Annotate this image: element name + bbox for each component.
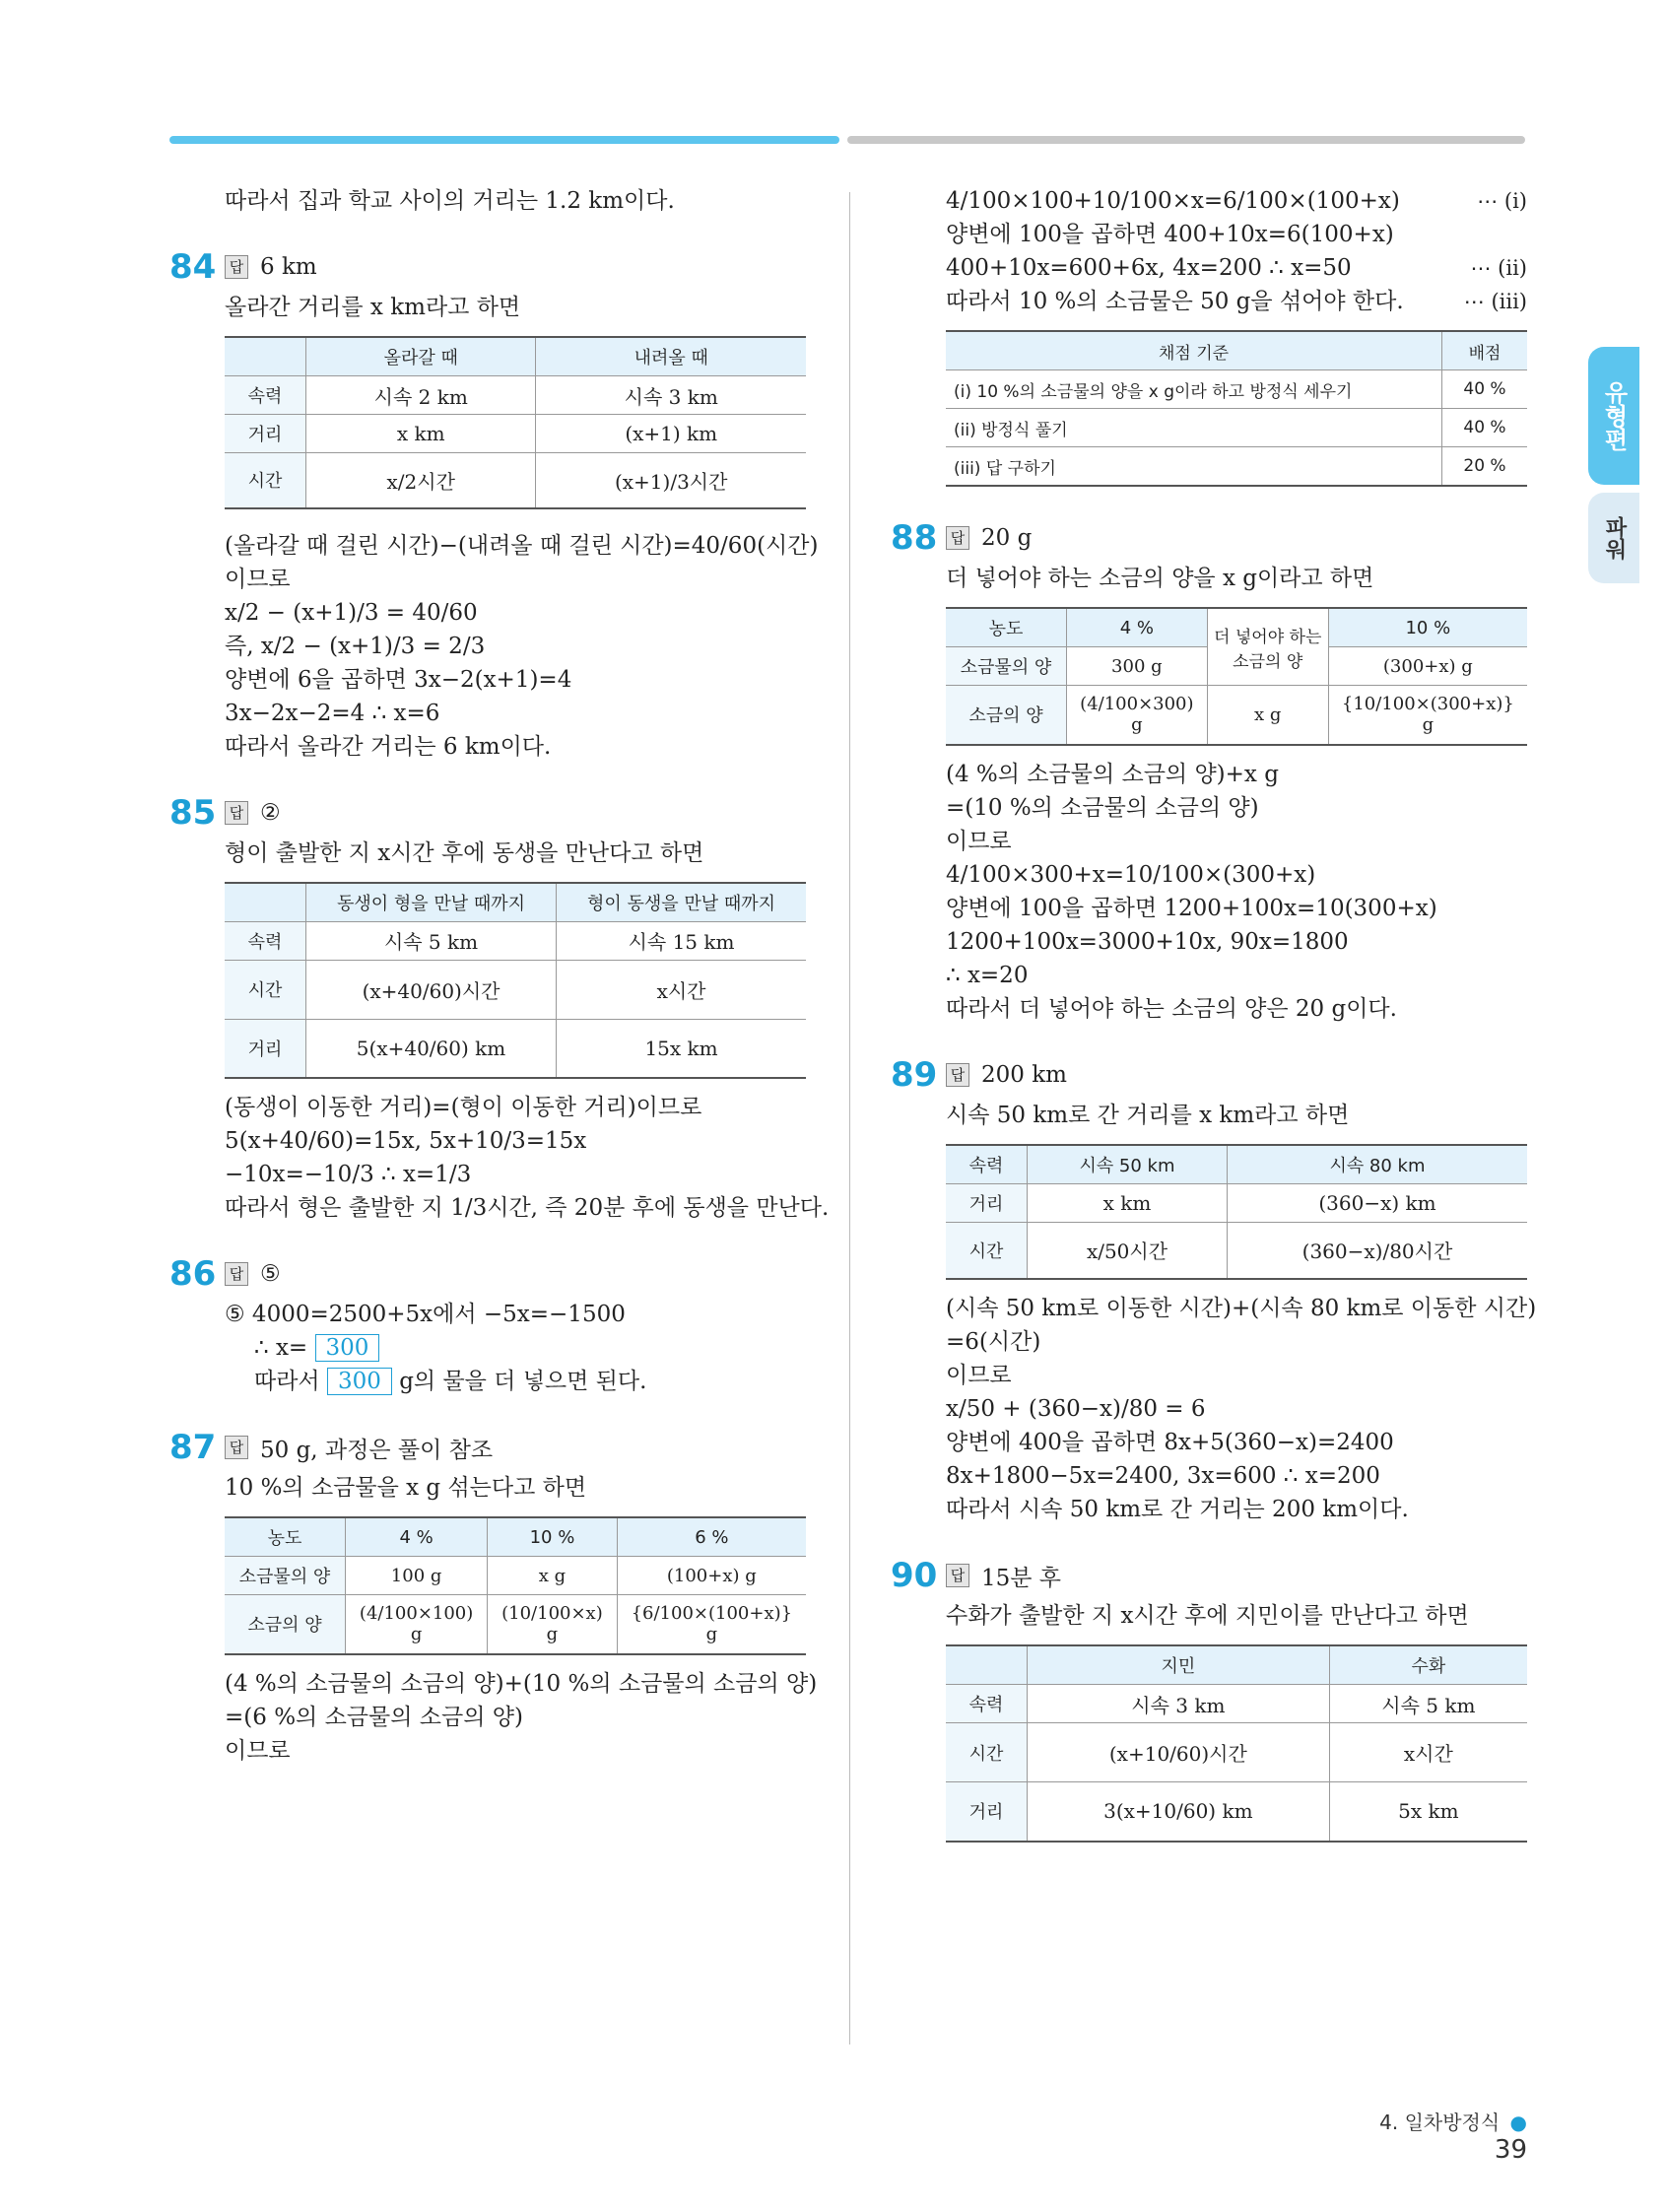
chapter-title: 4. 일차방정식 xyxy=(1379,2111,1501,2134)
solution-line: 이므로 xyxy=(946,1363,1012,1388)
answer-text: 20 g xyxy=(981,525,1033,551)
table-header: 4 % xyxy=(346,1517,488,1557)
table-header: 내려올 때 xyxy=(536,337,806,376)
table-header: 더 넣어야 하는 소금의 양 xyxy=(1207,608,1328,686)
solution-line xyxy=(225,1367,806,1396)
table-cell: x시간 xyxy=(1329,1723,1527,1782)
solution-line: 양변에 100을 곱하면 400+10x=6(100+x) xyxy=(946,222,1394,247)
table-cell: 15x km xyxy=(557,1019,806,1078)
solution-line: 1200+100x=3000+10x, 90x=1800 xyxy=(946,928,1349,955)
row-label: 거리 xyxy=(946,1782,1028,1842)
problem-89-header xyxy=(891,1053,1527,1097)
answer-text: 200 km xyxy=(981,1061,1067,1088)
problem-number: 85 xyxy=(169,792,217,833)
table-cell: 시속 5 km xyxy=(1329,1685,1527,1723)
solution-line: 이므로 xyxy=(946,828,1012,854)
solution-line: (올라갈 때 걸린 시간)−(내려올 때 걸린 시간)=40/60(시간) xyxy=(225,532,819,559)
points: 40 % xyxy=(1442,370,1528,409)
side-tab-main[interactable]: 유형편 xyxy=(1588,347,1639,485)
solution-line: 3x−2x−2=4 ∴ x=6 xyxy=(225,700,440,726)
table-header: 시속 80 km xyxy=(1227,1145,1527,1184)
side-tab-sub[interactable]: 파워 xyxy=(1588,493,1639,583)
table-cell: (x+1) km xyxy=(536,415,806,453)
table-cell: x km xyxy=(306,415,536,453)
solution-line: 이므로 xyxy=(225,1737,291,1764)
table-header: 농도 xyxy=(225,1517,346,1557)
answer-text: 6 km xyxy=(260,254,317,280)
solution-line: 따라서 시속 50 km로 간 거리는 200 km이다. xyxy=(946,1497,1409,1522)
solution-line: =(10 %의 소금물의 소금의 양) xyxy=(946,794,1259,821)
table-cell: 100 g xyxy=(346,1557,488,1595)
table-header: 배점 xyxy=(1442,331,1528,370)
answer-text: ② xyxy=(260,799,281,826)
solution-line xyxy=(946,186,1527,216)
solution-line: 따라서 더 넣어야 하는 소금의 양은 20 g이다. xyxy=(946,995,1397,1022)
table-cell: 시속 3 km xyxy=(1028,1685,1330,1723)
solution-line: (4 %의 소금물의 소금의 양)+(10 %의 소금물의 소금의 양) xyxy=(225,1670,818,1697)
problem-90-header xyxy=(891,1554,1527,1597)
problem-86-header xyxy=(169,1252,806,1296)
row-label: 소금의 양 xyxy=(225,1595,346,1654)
equation: 400+10x=600+6x, 4x=200 ∴ x=50 xyxy=(946,255,1352,281)
answer-badge: 답 xyxy=(225,801,248,825)
step-marker: ⋯ (ii) xyxy=(1470,256,1527,280)
page-number: 39 xyxy=(1494,2135,1527,2165)
problem-number: 88 xyxy=(891,518,938,558)
table-89 xyxy=(946,1144,1527,1281)
setup-line: 수화가 출발한 지 x시간 후에 지민이를 만난다고 하면 xyxy=(946,1603,1469,1629)
answer-text: 15분 후 xyxy=(981,1565,1062,1591)
table-cell: (4/100×100) g xyxy=(346,1595,488,1654)
problem-number: 89 xyxy=(891,1054,938,1095)
table-header: 동생이 형을 만날 때까지 xyxy=(306,883,557,922)
problem-85-header xyxy=(169,791,806,835)
row-label: 시간 xyxy=(225,453,306,508)
equation: 따라서 10 %의 소금물은 50 g을 섞어야 한다. xyxy=(946,289,1404,314)
table-cell: x g xyxy=(1207,686,1328,745)
solution-line: 따라서 올라간 거리는 6 km이다. xyxy=(225,733,552,760)
table-cell: x시간 xyxy=(557,960,806,1019)
solution-line: 5(x+40/60)=15x, 5x+10/3=15x xyxy=(225,1128,587,1154)
points: 40 % xyxy=(1442,409,1528,447)
answer-badge: 답 xyxy=(225,255,248,279)
solution-line: (동생이 이동한 거리)=(형이 이동한 거리)이므로 xyxy=(225,1095,702,1120)
answer-badge: 답 xyxy=(225,1436,248,1459)
solution-line: 즉, x/2 − (x+1)/3 = 2/3 xyxy=(225,633,486,659)
table-cell: 시속 3 km xyxy=(536,376,806,415)
row-label: 거리 xyxy=(225,1019,306,1078)
table-header: 시속 50 km xyxy=(1028,1145,1228,1184)
solution-line: 양변에 100을 곱하면 1200+100x=10(300+x) xyxy=(946,895,1437,921)
problem-88-header xyxy=(891,516,1527,560)
row-label: 속력 xyxy=(946,1685,1028,1723)
solution-line: =(6 %의 소금물의 소금의 양) xyxy=(225,1704,523,1730)
table-cell: 5x km xyxy=(1329,1782,1527,1842)
solution-line xyxy=(946,253,1527,283)
table-cell: (100+x) g xyxy=(617,1557,806,1595)
row-label: 소금물의 양 xyxy=(946,647,1067,686)
table-cell: {10/100×(300+x)} g xyxy=(1328,686,1527,745)
table-cell: x g xyxy=(488,1557,617,1595)
criterion: (iii) 답 구하기 xyxy=(946,447,1442,487)
table-90 xyxy=(946,1644,1527,1843)
table-cell: x/50시간 xyxy=(1028,1222,1228,1279)
row-label: 시간 xyxy=(946,1723,1028,1782)
solution-line: 8x+1800−5x=2400, 3x=600 ∴ x=200 xyxy=(946,1463,1380,1489)
problem-number: 87 xyxy=(169,1428,217,1467)
table-header: 수화 xyxy=(1329,1645,1527,1685)
table-cell: 5(x+40/60) km xyxy=(306,1019,557,1078)
table-87 xyxy=(225,1516,806,1655)
answer-box: 300 xyxy=(327,1368,392,1395)
row-label: 거리 xyxy=(946,1183,1028,1222)
table-cell: x/2시간 xyxy=(306,453,536,508)
solution-line: 양변에 400을 곱하면 8x+5(360−x)=2400 xyxy=(946,1430,1394,1455)
table-84 xyxy=(225,336,806,509)
solution-line xyxy=(946,287,1527,316)
row-label: 소금의 양 xyxy=(946,686,1067,745)
solution-line: (시속 50 km로 이동한 시간)+(시속 80 km로 이동한 시간) xyxy=(946,1296,1537,1321)
solution-line: =6(시간) xyxy=(946,1329,1041,1355)
table-cell: x km xyxy=(1028,1183,1228,1222)
table-header: 4 % xyxy=(1067,608,1208,647)
solution-line: 4/100×300+x=10/100×(300+x) xyxy=(946,861,1316,888)
table-cell: {6/100×(100+x)} g xyxy=(617,1595,806,1654)
table-cell: (10/100×x) g xyxy=(488,1595,617,1654)
intro-line: 따라서 집과 학교 사이의 거리는 1.2 km이다. xyxy=(225,188,675,214)
table-88 xyxy=(946,607,1527,746)
solution-line: −10x=−10/3 ∴ x=1/3 xyxy=(225,1162,472,1187)
points: 20 % xyxy=(1442,447,1528,487)
solution-line: 양변에 6을 곱하면 3x−2(x+1)=4 xyxy=(225,666,572,693)
left-column xyxy=(169,182,830,1770)
table-cell: 시속 5 km xyxy=(306,921,557,960)
table-cell: (360−x)/80시간 xyxy=(1227,1222,1527,1279)
row-label: 속력 xyxy=(225,921,306,960)
problem-87-header xyxy=(169,1426,806,1469)
table-header: 지민 xyxy=(1028,1645,1330,1685)
header-bar-left xyxy=(169,136,839,144)
table-header: 10 % xyxy=(488,1517,617,1557)
table-header: 6 % xyxy=(617,1517,806,1557)
text-fragment: ∴ x= xyxy=(254,1335,308,1361)
header-bar-right xyxy=(847,136,1525,144)
solution-line: (4 %의 소금물의 소금의 양)+x g xyxy=(946,761,1279,787)
column-divider xyxy=(849,192,850,2044)
problem-number: 86 xyxy=(169,1254,217,1294)
table-cell: (360−x) km xyxy=(1227,1183,1527,1222)
solution-line: ∴ x=20 xyxy=(946,962,1029,988)
table-cell: (x+1)/3시간 xyxy=(536,453,806,508)
table-header: 속력 xyxy=(946,1145,1028,1184)
scoring-table xyxy=(946,330,1527,487)
problem-number: 84 xyxy=(169,247,217,287)
setup-line: 시속 50 km로 간 거리를 x km라고 하면 xyxy=(946,1102,1350,1128)
table-cell: 시속 2 km xyxy=(306,376,536,415)
table-cell: 3(x+10/60) km xyxy=(1028,1782,1330,1842)
row-label: 시간 xyxy=(946,1222,1028,1279)
table-header: 농도 xyxy=(946,608,1067,647)
answer-badge: 답 xyxy=(946,526,969,550)
setup-line: 형이 출발한 지 x시간 후에 동생을 만난다고 하면 xyxy=(225,839,704,866)
table-cell: 시속 15 km xyxy=(557,921,806,960)
solution-line: ⑤ 4000=2500+5x에서 −5x=−1500 xyxy=(225,1302,626,1327)
text-fragment: g의 물을 더 넣으면 된다. xyxy=(399,1369,647,1394)
problem-84-header xyxy=(169,245,806,289)
table-cell: (x+40/60)시간 xyxy=(306,960,557,1019)
equation: 4/100×100+10/100×x=6/100×(100+x) xyxy=(946,188,1400,214)
table-cell: (x+10/60)시간 xyxy=(1028,1723,1330,1782)
solution-line: x/2 − (x+1)/3 = 40/60 xyxy=(225,599,478,626)
answer-badge: 답 xyxy=(225,1262,248,1286)
table-cell: (4/100×300) g xyxy=(1067,686,1208,745)
step-marker: ⋯ (i) xyxy=(1477,189,1527,213)
right-column xyxy=(891,182,1537,1856)
table-cell: 300 g xyxy=(1067,647,1208,686)
problem-number: 90 xyxy=(891,1556,938,1595)
answer-text: 50 g, 과정은 풀이 참조 xyxy=(260,1437,494,1463)
bullet-icon: ● xyxy=(1509,2111,1527,2134)
text-fragment: 따라서 xyxy=(254,1369,320,1394)
table-header: 10 % xyxy=(1328,608,1527,647)
row-label: 소금물의 양 xyxy=(225,1557,346,1595)
solution-line: 따라서 형은 출발한 지 1/3시간, 즉 20분 후에 동생을 만난다. xyxy=(225,1195,830,1221)
solution-line: x/50 + (360−x)/80 = 6 xyxy=(946,1396,1206,1422)
answer-badge: 답 xyxy=(946,1063,969,1087)
setup-line: 10 %의 소금물을 x g 섞는다고 하면 xyxy=(225,1475,587,1501)
step-marker: ⋯ (iii) xyxy=(1463,290,1527,313)
solution-line: 이므로 xyxy=(225,566,291,592)
solution-line xyxy=(225,1333,806,1363)
criterion: (i) 10 %의 소금물의 양을 x g이라 하고 방정식 세우기 xyxy=(946,370,1442,409)
page-footer xyxy=(1350,2107,1527,2165)
row-label: 속력 xyxy=(225,376,306,415)
criterion: (ii) 방정식 풀기 xyxy=(946,409,1442,447)
table-85 xyxy=(225,882,806,1080)
table-header: 올라갈 때 xyxy=(306,337,536,376)
answer-box: 300 xyxy=(315,1334,380,1362)
table-header: 채점 기준 xyxy=(946,331,1442,370)
answer-badge: 답 xyxy=(946,1564,969,1587)
row-label: 시간 xyxy=(225,960,306,1019)
row-label: 거리 xyxy=(225,415,306,453)
setup-line: 더 넣어야 하는 소금의 양을 x g이라고 하면 xyxy=(946,566,1374,591)
table-header: 형이 동생을 만날 때까지 xyxy=(557,883,806,922)
setup-line: 올라간 거리를 x km라고 하면 xyxy=(225,295,521,320)
answer-text: ⑤ xyxy=(260,1261,281,1287)
table-cell: (300+x) g xyxy=(1328,647,1527,686)
